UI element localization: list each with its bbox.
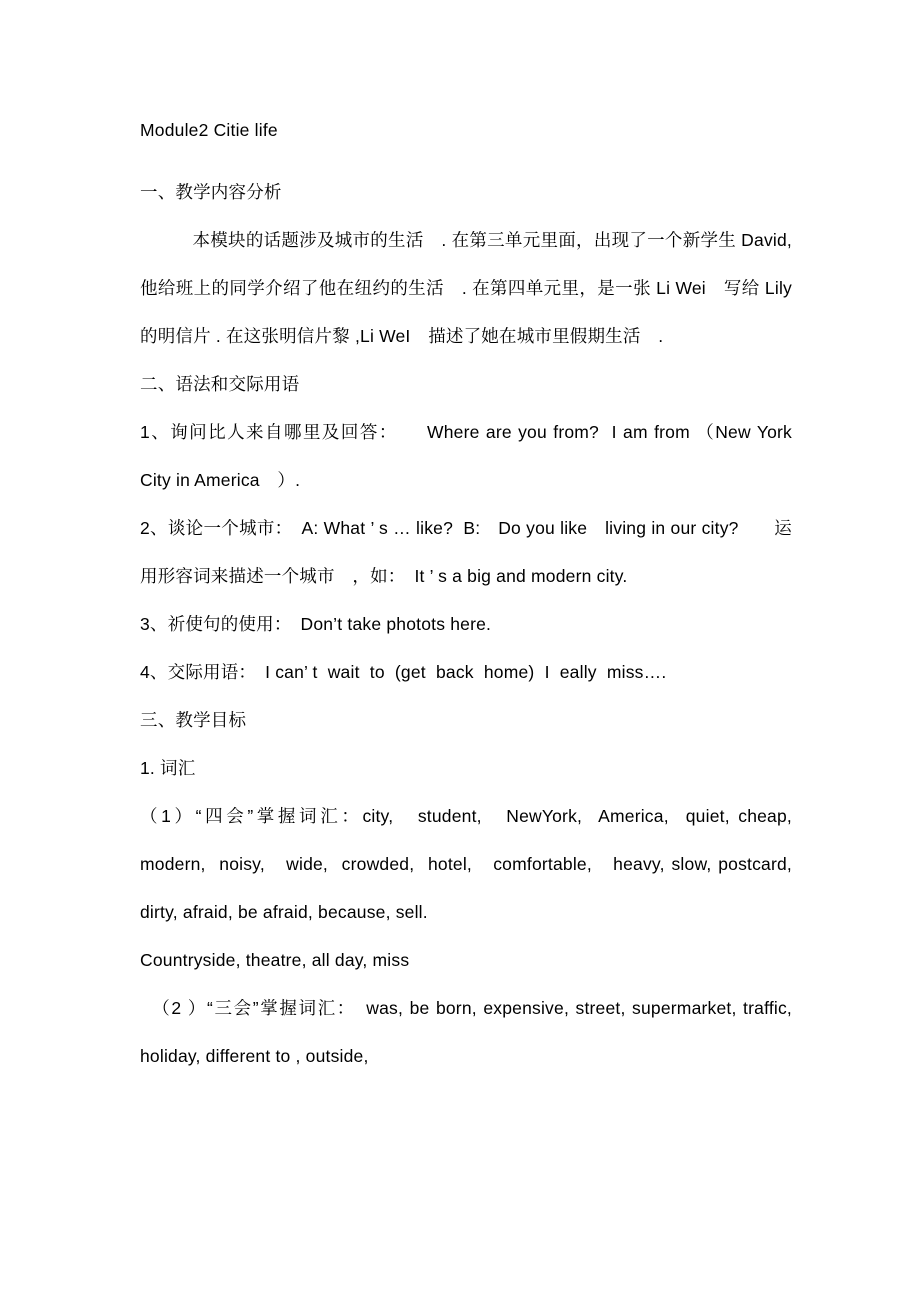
list-item-talk-about-city: 2、谈论一个城市： A: What ’ s … like? B: Do you like living in our city? 运用形容词来描述一个城市 ，如： It ’ s a big and modern city. <box>140 518 792 586</box>
paragraph-vocab-extra: Countryside, theatre, all day, miss <box>140 950 410 970</box>
list-item-communication: 4、交际用语： I can’ t wait to (get back home) I eally miss…. <box>140 662 667 682</box>
paragraph-vocab-level4: （1）“四会”掌握词汇：city, student, NewYork, America, quiet, cheap, modern, noisy, wide, crowded, hotel, comfortable, heavy, slow, postcard, dirty, afraid, be afraid, because, sell. <box>140 806 803 922</box>
list-item-imperative: 3、祈使句的使用： Don’t take photots here. <box>140 614 492 634</box>
section-heading-content-analysis: 一、教学内容分析 <box>140 182 282 202</box>
section-heading-objectives: 三、教学目标 <box>140 710 247 730</box>
doc-title: Module2 Citie life <box>140 120 278 140</box>
paragraph-module-overview: 本模块的话题涉及城市的生活 . 在第三单元里面，出现了一个新学生 David, 他给班上的同学介绍了他在纽约的生活 . 在第四单元里，是一张 Li Wei 写给 Lily 的明信片 . 在这张明信片黎 ,Li WeI 描述了她在城市里假期生活 . <box>140 230 810 346</box>
document-content <box>140 106 810 1080</box>
subsection-vocabulary: 1. 词汇 <box>140 758 196 778</box>
list-item-where-from: 1、询问比人来自哪里及回答： Where are you from? I am from （New York City in America ）. <box>140 422 798 490</box>
paragraph-vocab-level3: （2 ）“三会”掌握词汇： was, be born, expensive, street, supermarket, traffic, holiday, different to , outside, <box>140 998 798 1066</box>
section-heading-grammar: 二、语法和交际用语 <box>140 374 300 394</box>
